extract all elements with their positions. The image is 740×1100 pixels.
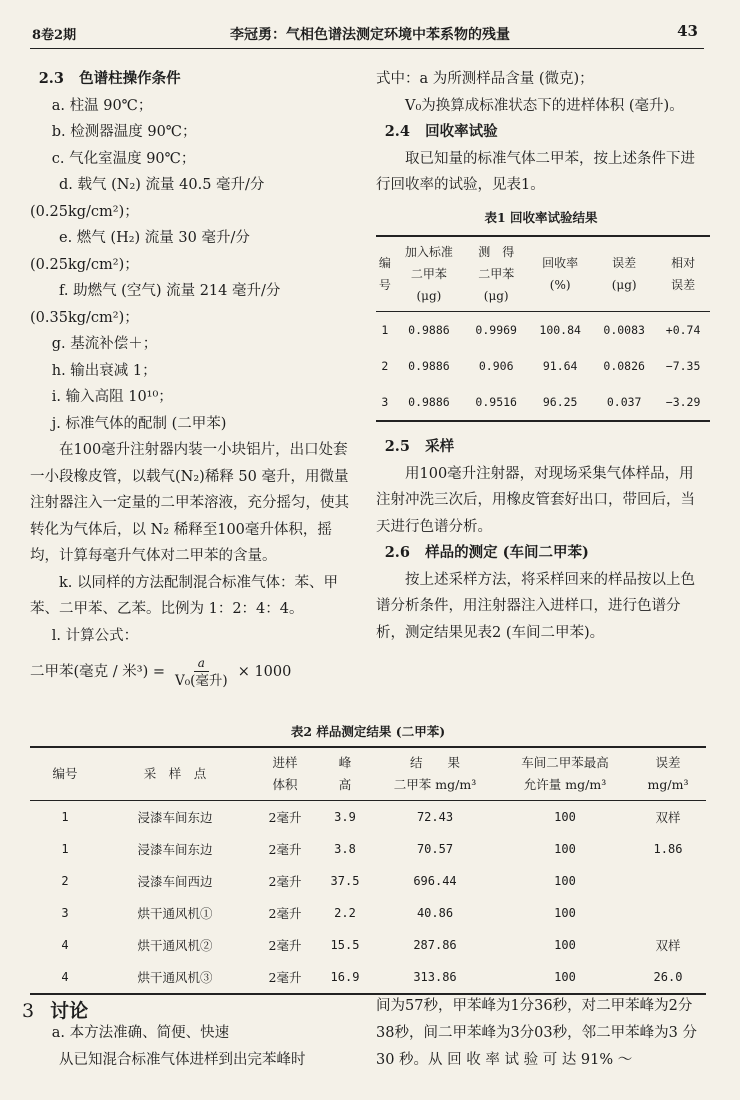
table2-col-header: 车间二甲苯最高 允许量 mg/m³ xyxy=(521,755,609,792)
table-cell: 双样 xyxy=(655,810,681,825)
table1-col-header: 编 号 xyxy=(378,256,391,292)
section-2-3-heading xyxy=(30,66,352,93)
section-3-body-start: 从已知混合标准气体进样到出完苯峰时 xyxy=(59,1052,306,1068)
table1-col-header: 相对 误差 xyxy=(671,256,696,292)
table-cell: +0.74 xyxy=(665,322,701,337)
section-3-left xyxy=(30,1020,360,1074)
table-cell: 40.86 xyxy=(416,906,454,920)
table-cell: 287.86 xyxy=(413,938,457,952)
table-cell: 70.57 xyxy=(416,842,454,856)
table-cell: 双样 xyxy=(655,938,681,953)
table-cell: 1 xyxy=(381,322,389,337)
table-cell: 100 xyxy=(554,970,576,984)
table-cell: 100 xyxy=(554,874,576,888)
table-cell: 2毫升 xyxy=(268,970,302,985)
item-e: e. 燃气 (H₂) 流量 30 毫升/分 (0.25kg/cm²)； xyxy=(30,230,250,273)
table1-col-header: 加入标准 二甲苯 (μg) xyxy=(404,245,453,303)
table-row xyxy=(376,348,710,384)
table-cell: 3 xyxy=(381,394,389,409)
table-cell: 烘干通风机① xyxy=(137,906,213,921)
table1-col-header: 误差 (μg) xyxy=(611,256,637,292)
table-cell: 0.906 xyxy=(478,358,514,373)
table-cell: 烘干通风机③ xyxy=(137,970,213,985)
item-i: i. 输入高阻 10¹⁰； xyxy=(51,389,173,405)
table-cell: 100 xyxy=(554,810,576,824)
table-cell: 0.9886 xyxy=(408,394,450,409)
table-cell: 烘干通风机② xyxy=(137,938,213,953)
table-cell: 3 xyxy=(61,906,69,920)
page-number: 43 xyxy=(677,22,698,40)
table-cell: 91.64 xyxy=(542,358,578,373)
section-title: 样品的测定 (车间二甲苯) xyxy=(425,544,589,561)
running-title: 李冠勇：气相色谱法测定环境中苯系物的残量 xyxy=(230,27,510,43)
table-row xyxy=(376,384,710,421)
table-row xyxy=(30,833,706,865)
item-c: c. 气化室温度 90℃； xyxy=(51,150,196,167)
table-cell: 2毫升 xyxy=(268,938,302,953)
table-cell: 2.2 xyxy=(334,906,356,920)
section-3-heading xyxy=(22,996,88,1023)
table-cell: 2 xyxy=(381,358,389,373)
table-cell: 100 xyxy=(554,938,576,952)
section-2-6-body: 按上述采样方法，将采样回来的样品按以上色谱分析条件，用注射器注入进样口，进行色谱分析，测定结果见表2 (车间二甲苯)。 xyxy=(376,571,695,641)
table-cell: 1 xyxy=(61,842,69,856)
section-2-6-heading xyxy=(376,540,706,567)
table1-title: 表1 回收率试验结果 xyxy=(484,209,598,225)
section-3-item-a: a. 本方法准确、简便、快速 xyxy=(51,1025,230,1041)
table-cell: 96.25 xyxy=(542,394,578,409)
section-number: 2.5 xyxy=(384,438,410,455)
item-g: g. 基流补偿＋； xyxy=(51,336,158,352)
table2-col-header: 结 果 二甲苯 mg/m³ xyxy=(393,755,477,792)
table-cell: 浸漆车间东边 xyxy=(137,842,213,857)
table-cell: 0.037 xyxy=(606,394,642,409)
table-cell: 100.84 xyxy=(539,322,581,337)
section-title: 采样 xyxy=(425,438,455,455)
table1 xyxy=(376,235,710,422)
table-row xyxy=(30,961,706,994)
section-number: 2.4 xyxy=(384,123,410,140)
journal-volume: 8卷2期 xyxy=(32,28,77,43)
section-number: 3 xyxy=(22,1000,35,1022)
table-cell: 0.9886 xyxy=(408,358,450,373)
table2-block xyxy=(30,722,706,995)
table-cell: 0.9969 xyxy=(475,322,517,337)
section-2-4-body: 取已知量的标准气体二甲苯，按上述条件下进行回收率的试验，见表1。 xyxy=(376,150,695,193)
item-a: a. 柱温 90℃； xyxy=(51,97,153,114)
formula xyxy=(30,655,352,690)
section-title: 色谱柱操作条件 xyxy=(79,70,181,87)
table2-col-header: 进样 体积 xyxy=(272,755,298,792)
item-f: f. 助燃气 (空气) 流量 214 毫升/分 (0.35kg/cm²)； xyxy=(30,283,281,326)
table-cell xyxy=(630,865,706,897)
formula-rhs: × 1000 xyxy=(237,664,292,681)
item-l: l. 计算公式： xyxy=(51,627,139,644)
table-cell: 0.0083 xyxy=(603,322,645,337)
section-number: 2.6 xyxy=(384,544,410,561)
section-3-right xyxy=(376,993,706,1074)
left-column xyxy=(30,66,352,690)
page-header xyxy=(0,18,740,52)
item-k: k. 以同样的方法配制混合标准气体：苯、甲苯、二甲苯、乙苯。比例为 1：2：4：4。 xyxy=(30,574,339,617)
table-cell: 3.8 xyxy=(334,842,356,856)
table-cell: 浸漆车间东边 xyxy=(137,810,213,825)
formula-fraction xyxy=(171,655,232,690)
item-b: b. 检测器温度 90℃； xyxy=(51,124,197,140)
table1-col-header: 测 得 二甲苯 (μg) xyxy=(478,245,515,303)
item-h: h. 输出衰减 1； xyxy=(51,362,157,379)
table-cell: 696.44 xyxy=(413,874,457,888)
table-cell xyxy=(630,897,706,929)
item-j: j. 标准气体的配制 (二甲苯) xyxy=(51,415,227,432)
table-cell: 37.5 xyxy=(330,874,360,888)
table2-col-header: 编号 xyxy=(52,766,78,781)
table-cell: 2毫升 xyxy=(268,842,302,857)
table1-col-header: 回收率 (%) xyxy=(542,256,579,292)
table-row xyxy=(30,929,706,961)
formula-legend-v0: V₀为换算成标准状态下的进样体积 (毫升)。 xyxy=(405,97,684,114)
section-2-4-heading xyxy=(376,119,706,146)
table1-header-row xyxy=(376,236,710,312)
table-cell: 0.9516 xyxy=(475,394,517,409)
table-cell: 4 xyxy=(61,970,69,984)
section-title: 回收率试验 xyxy=(425,123,498,140)
table-cell: 0.0826 xyxy=(603,358,645,373)
table-cell: 313.86 xyxy=(413,970,457,984)
table2-col-header: 采 样 点 xyxy=(143,766,207,781)
table-cell: −7.35 xyxy=(665,358,701,373)
table-cell: 1 xyxy=(61,810,69,824)
item-j-body: 在100毫升注射器内装一小块铝片，出口处套一小段橡皮管，以载气(N₂)稀释 50 毫升，用微量注射器注入一定量的二甲苯溶液，充分摇匀，使其转化为气体后，以 N₂ 稀释至100毫升体积，摇均，计算每毫升气体对二甲苯的含量。 xyxy=(30,442,349,564)
section-2-5-heading xyxy=(376,434,706,461)
table-cell: 72.43 xyxy=(416,810,454,824)
formula-legend-a: 式中：a 为所测样品含量 (微克)； xyxy=(376,71,594,87)
table-cell: −3.29 xyxy=(665,394,701,409)
table-cell: 2毫升 xyxy=(268,810,302,825)
formula-lhs: 二甲苯(毫克 / 米³) = xyxy=(30,664,165,681)
table2-header-row xyxy=(30,747,706,801)
formula-numerator: a xyxy=(194,655,209,672)
table2-col-header: 峰 高 xyxy=(338,755,352,792)
table2-title: 表2 样品测定结果 (二甲苯) xyxy=(290,724,446,739)
table2-col-header: 误差 mg/m³ xyxy=(647,755,689,792)
table-row xyxy=(30,897,706,929)
table-row xyxy=(30,865,706,897)
table-cell: 4 xyxy=(61,938,69,952)
table-cell: 3.9 xyxy=(334,810,356,824)
formula-denominator: V₀(毫升) xyxy=(175,673,228,689)
table-cell: 2毫升 xyxy=(268,874,302,889)
table-cell: 100 xyxy=(554,906,576,920)
table-row xyxy=(30,801,706,834)
table-cell: 26.0 xyxy=(653,970,683,984)
table-cell: 15.5 xyxy=(330,938,360,952)
table-cell: 100 xyxy=(554,842,576,856)
table-cell: 浸漆车间西边 xyxy=(137,874,213,889)
table-cell: 2毫升 xyxy=(268,906,302,921)
item-d: d. 载气 (N₂) 流量 40.5 毫升/分 (0.25kg/cm²)； xyxy=(30,177,265,220)
table-cell: 2 xyxy=(61,874,69,888)
table-cell: 0.9886 xyxy=(408,322,450,337)
table-row xyxy=(376,312,710,349)
table-cell: 16.9 xyxy=(330,970,360,984)
table2 xyxy=(30,746,706,995)
section-3-body-continued: 间为57秒，甲苯峰为1分36秒，对二甲苯峰为2分38秒，间二甲苯峰为3分03秒，邻二甲苯峰为3 分 30 秒。从 回 收 率 试 验 可 达 91% ～ xyxy=(376,998,697,1068)
header-rule xyxy=(30,48,704,49)
table-cell: 1.86 xyxy=(653,842,683,856)
section-2-5-body: 用100毫升注射器，对现场采集气体样品，用注射冲洗三次后，用橡皮管套好出口，带回后，当天进行色谱分析。 xyxy=(376,465,695,535)
section-number: 2.3 xyxy=(38,70,64,87)
section-title: 讨论 xyxy=(50,1000,89,1022)
right-column xyxy=(376,66,706,646)
